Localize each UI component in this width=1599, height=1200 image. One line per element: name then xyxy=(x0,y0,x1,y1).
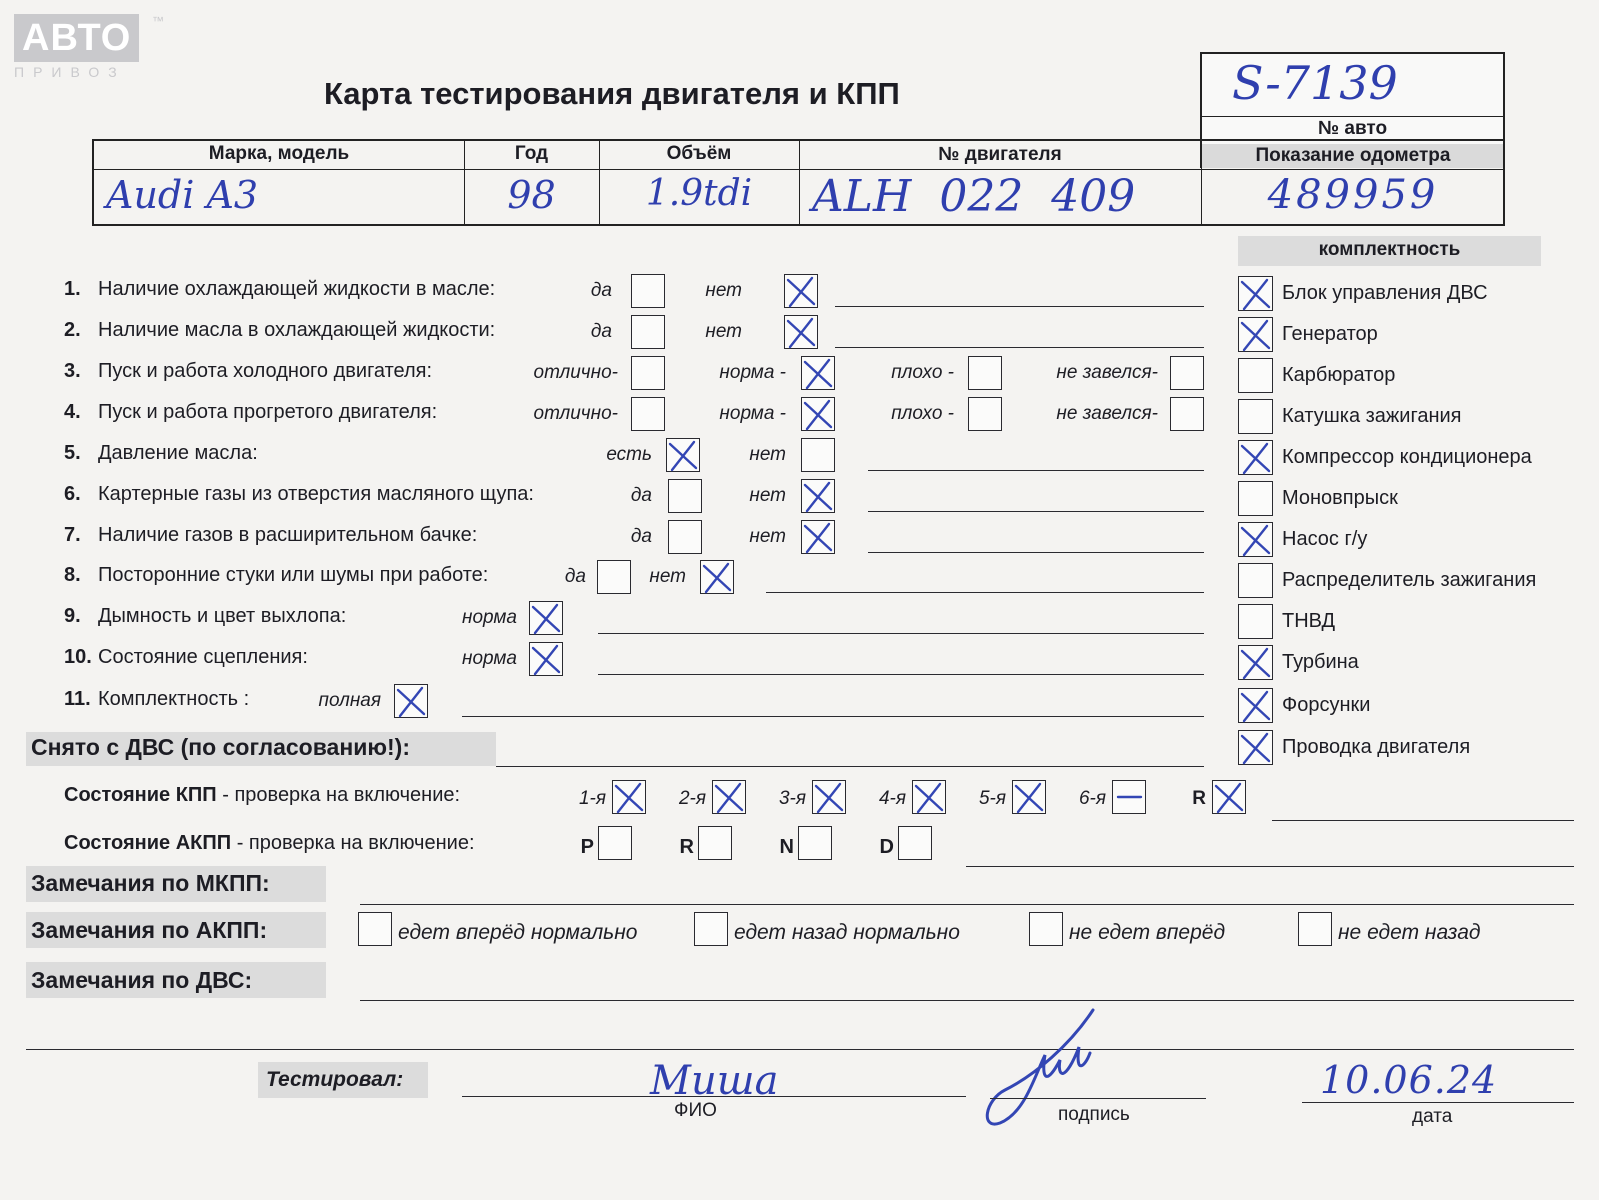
option-checkbox[interactable] xyxy=(968,356,1002,390)
check-mark-icon xyxy=(1210,778,1248,816)
question-text: Комплектность : xyxy=(98,688,250,710)
check-mark-icon xyxy=(799,477,837,515)
signature-caption: подпись xyxy=(1058,1104,1130,1125)
watermark-sub: ПРИВОЗ xyxy=(14,64,126,80)
gear-label: 2-я xyxy=(678,788,706,809)
completeness-checkbox[interactable] xyxy=(1238,481,1273,516)
option-label: норма - xyxy=(719,362,786,383)
watermark-logo xyxy=(14,14,164,80)
auto-number-label: № авто xyxy=(1317,118,1388,139)
option-checkbox[interactable] xyxy=(1170,356,1204,390)
option-checkbox[interactable] xyxy=(631,397,665,431)
gear-checkbox[interactable] xyxy=(1212,780,1246,814)
odometer-value: 489959 xyxy=(1267,172,1439,218)
completeness-label: Карбюратор xyxy=(1282,364,1396,386)
removed-label: Снято с ДВС (по согласованию!): xyxy=(31,734,410,760)
akpp-remark-label: не едет назад xyxy=(1338,921,1481,944)
option-checkbox[interactable] xyxy=(801,520,835,554)
akpp-label-rest: - проверка на включение: xyxy=(231,832,475,854)
completeness-checkbox[interactable] xyxy=(1238,358,1273,393)
kpp-label-rest: - проверка на включение: xyxy=(216,784,461,806)
option-checkbox[interactable] xyxy=(668,479,702,513)
completeness-checkbox[interactable] xyxy=(1238,604,1273,639)
question-text: Посторонние стуки или шумы при работе: xyxy=(98,564,489,586)
volume-value: 1.9tdi xyxy=(645,173,753,214)
gear-label: 1-я xyxy=(578,788,606,809)
akpp-remark-label: не едет вперёд xyxy=(1069,921,1226,944)
year-value: 98 xyxy=(507,173,556,217)
question-text: Пуск и работа холодного двигателя: xyxy=(98,360,433,382)
year-label: Год xyxy=(514,143,549,164)
gear-label: 5-я xyxy=(978,788,1006,809)
check-mark-icon xyxy=(527,640,565,678)
completeness-checkbox[interactable] xyxy=(1238,440,1273,475)
watermark-tm: ™ xyxy=(152,14,164,28)
question-number: 3. xyxy=(64,360,81,382)
question-text: Наличие охлаждающей жидкости в масле: xyxy=(98,278,496,300)
option-label: не завелся- xyxy=(1056,362,1158,383)
watermark-brand: АВТО xyxy=(14,14,139,62)
option-checkbox[interactable] xyxy=(666,438,700,472)
completeness-label: Моновпрыск xyxy=(1282,487,1398,509)
completeness-label: Компрессор кондиционера xyxy=(1282,446,1532,468)
completeness-label: Форсунки xyxy=(1282,694,1371,716)
date-value: 10.06.24 xyxy=(1320,1058,1498,1102)
option-checkbox[interactable] xyxy=(529,642,563,676)
completeness-checkbox[interactable] xyxy=(1238,688,1273,723)
akpp-remark-label: едет вперёд нормально xyxy=(398,921,638,944)
date-caption: дата xyxy=(1412,1106,1453,1127)
akpp-mode-label: R xyxy=(679,836,694,858)
gear-checkbox[interactable] xyxy=(912,780,946,814)
answer-line xyxy=(835,306,1204,307)
completeness-checkbox[interactable] xyxy=(1238,276,1273,311)
completeness-label: Распределитель зажигания xyxy=(1282,569,1537,591)
check-mark-icon xyxy=(610,778,648,816)
make-model-label: Марка, модель xyxy=(208,143,350,164)
check-mark-icon xyxy=(782,313,820,351)
question-number: 11. xyxy=(64,688,91,710)
check-mark-icon xyxy=(1236,643,1274,681)
question-number: 4. xyxy=(64,401,81,423)
check-mark-icon xyxy=(698,558,736,596)
option-label: нет xyxy=(749,444,786,465)
gear-checkbox[interactable] xyxy=(712,780,746,814)
option-label: нет xyxy=(705,280,742,301)
remarks-dvs-label: Замечания по ДВС: xyxy=(31,967,253,993)
option-checkbox[interactable] xyxy=(801,479,835,513)
answer-line xyxy=(598,633,1204,634)
question-text: Наличие газов в расширительном бачке: xyxy=(98,524,478,546)
gear-label: R xyxy=(1192,788,1206,809)
akpp-remark-checkbox[interactable] xyxy=(1029,912,1063,946)
name-caption: ФИО xyxy=(674,1100,717,1121)
question-number: 8. xyxy=(64,564,81,586)
gear-label: 6-я xyxy=(1078,788,1106,809)
option-checkbox[interactable] xyxy=(631,356,665,390)
completeness-checkbox[interactable] xyxy=(1238,399,1273,434)
option-label: да xyxy=(590,321,612,342)
akpp-mode-checkbox[interactable] xyxy=(898,826,932,860)
akpp-remark-checkbox[interactable] xyxy=(1298,912,1332,946)
check-mark-icon xyxy=(799,354,837,392)
option-label: нет xyxy=(705,321,742,342)
option-label: да xyxy=(630,485,652,506)
question-number: 7. xyxy=(64,524,81,546)
option-label: нет xyxy=(749,485,786,506)
check-mark-icon xyxy=(1236,438,1274,476)
question-text: Пуск и работа прогретого двигателя: xyxy=(98,401,438,423)
akpp-label xyxy=(64,832,475,855)
option-label: нет xyxy=(649,566,686,587)
gear-label: 3-я xyxy=(778,788,806,809)
option-label: плохо - xyxy=(891,403,954,424)
option-label: да xyxy=(630,526,652,547)
check-mark-icon xyxy=(664,436,702,474)
question-number: 9. xyxy=(64,605,81,627)
option-checkbox[interactable] xyxy=(394,684,428,718)
answer-line xyxy=(868,470,1204,471)
completeness-label: Катушка зажигания xyxy=(1282,405,1462,427)
check-mark-icon xyxy=(392,682,430,720)
akpp-remark-checkbox[interactable] xyxy=(694,912,728,946)
option-label: полная xyxy=(318,690,381,711)
completeness-checkbox[interactable] xyxy=(1238,317,1273,352)
option-label: да xyxy=(590,280,612,301)
completeness-label: Блок управления ДВС xyxy=(1282,282,1488,304)
check-mark-icon xyxy=(799,518,837,556)
option-checkbox[interactable] xyxy=(968,397,1002,431)
question-number: 5. xyxy=(64,442,81,464)
akpp-mode-checkbox[interactable] xyxy=(698,826,732,860)
question-number: 2. xyxy=(64,319,81,341)
check-mark-icon xyxy=(799,395,837,433)
check-mark-icon xyxy=(1010,778,1048,816)
completeness-checkbox[interactable] xyxy=(1238,522,1273,557)
option-label: нет xyxy=(749,526,786,547)
option-checkbox[interactable] xyxy=(631,274,665,308)
gear-checkbox[interactable] xyxy=(1112,780,1146,814)
answer-line xyxy=(868,552,1204,553)
remarks-akpp-label: Замечания по АКПП: xyxy=(31,917,268,943)
option-label: отлично- xyxy=(533,403,618,424)
check-mark-icon xyxy=(710,778,748,816)
tested-by-label: Тестировал: xyxy=(266,1068,404,1091)
question-number: 10. xyxy=(64,646,92,668)
check-mark-icon xyxy=(527,599,565,637)
completeness-label: Проводка двигателя xyxy=(1282,736,1471,758)
akpp-mode-checkbox[interactable] xyxy=(598,826,632,860)
odometer-label: Показание одометра xyxy=(1255,145,1451,166)
akpp-label-bold: Состояние АКПП xyxy=(64,832,232,854)
completeness-checkbox[interactable] xyxy=(1238,645,1273,680)
option-checkbox[interactable] xyxy=(801,397,835,431)
vehicle-info-table xyxy=(92,139,1505,226)
option-checkbox[interactable] xyxy=(700,560,734,594)
completeness-checkbox[interactable] xyxy=(1238,730,1273,765)
option-checkbox[interactable] xyxy=(784,274,818,308)
question-text: Дымность и цвет выхлопа: xyxy=(98,605,347,627)
option-checkbox[interactable] xyxy=(1170,397,1204,431)
completeness-checkbox[interactable] xyxy=(1238,563,1273,598)
check-mark-icon xyxy=(810,778,848,816)
question-number: 6. xyxy=(64,483,81,505)
answer-line xyxy=(462,716,1204,717)
question-text: Давление масла: xyxy=(98,442,258,464)
check-mark-icon xyxy=(1236,520,1274,558)
check-mark-icon xyxy=(1236,274,1274,312)
option-checkbox[interactable] xyxy=(529,601,563,635)
question-number: 1. xyxy=(64,278,81,300)
completeness-label: Насос г/у xyxy=(1282,528,1368,550)
question-text: Картерные газы из отверстия масляного щупа: xyxy=(98,483,534,505)
gear-checkbox[interactable] xyxy=(612,780,646,814)
option-label: есть xyxy=(606,444,652,465)
remarks-mkpp-label: Замечания по МКПП: xyxy=(31,870,270,896)
check-mark-icon xyxy=(1236,728,1274,766)
akpp-mode-label: N xyxy=(779,836,794,858)
gear-label: 4-я xyxy=(878,788,906,809)
volume-label: Объём xyxy=(666,143,732,164)
question-text: Наличие масла в охлаждающей жидкости: xyxy=(98,319,496,341)
completeness-label: ТНВД xyxy=(1282,610,1336,632)
option-label: не завелся- xyxy=(1056,403,1158,424)
option-checkbox[interactable] xyxy=(597,560,631,594)
answer-line xyxy=(835,347,1204,348)
akpp-mode-label: D xyxy=(879,836,894,858)
dash-mark-icon xyxy=(1110,778,1148,816)
page-title: Карта тестирования двигателя и КПП xyxy=(324,76,900,111)
check-mark-icon xyxy=(782,272,820,310)
engine-number-value: ALH 022 409 xyxy=(812,171,1136,222)
gear-checkbox[interactable] xyxy=(812,780,846,814)
gear-checkbox[interactable] xyxy=(1012,780,1046,814)
answer-line xyxy=(868,511,1204,512)
option-checkbox[interactable] xyxy=(801,438,835,472)
option-label: отлично- xyxy=(533,362,618,383)
akpp-remark-label: едет назад нормально xyxy=(734,921,960,944)
make-model-value: Audi A3 xyxy=(106,173,259,217)
kpp-label-bold: Состояние КПП xyxy=(64,784,217,806)
answer-line xyxy=(598,674,1204,675)
question-text: Состояние сцепления: xyxy=(98,646,308,668)
completeness-label: Генератор xyxy=(1282,323,1378,345)
engine-number-label: № двигателя xyxy=(938,144,1062,165)
auto-number-value: S-7139 xyxy=(1232,56,1398,110)
akpp-remark-checkbox[interactable] xyxy=(358,912,392,946)
completeness-title: комплектность xyxy=(1318,239,1461,260)
tester-name-value: Миша xyxy=(650,1058,779,1104)
option-checkbox[interactable] xyxy=(631,315,665,349)
check-mark-icon xyxy=(1236,686,1274,724)
option-label: норма - xyxy=(719,403,786,424)
kpp-label xyxy=(64,784,460,807)
check-mark-icon xyxy=(1236,315,1274,353)
akpp-mode-checkbox[interactable] xyxy=(798,826,832,860)
option-checkbox[interactable] xyxy=(668,520,702,554)
option-label: да xyxy=(564,566,586,587)
completeness-label: Турбина xyxy=(1282,651,1359,673)
check-mark-icon xyxy=(910,778,948,816)
option-label: норма xyxy=(462,607,517,628)
option-checkbox[interactable] xyxy=(784,315,818,349)
option-label: норма xyxy=(462,648,517,669)
answer-line xyxy=(766,592,1204,593)
option-checkbox[interactable] xyxy=(801,356,835,390)
option-label: плохо - xyxy=(891,362,954,383)
akpp-mode-label: P xyxy=(580,836,594,858)
